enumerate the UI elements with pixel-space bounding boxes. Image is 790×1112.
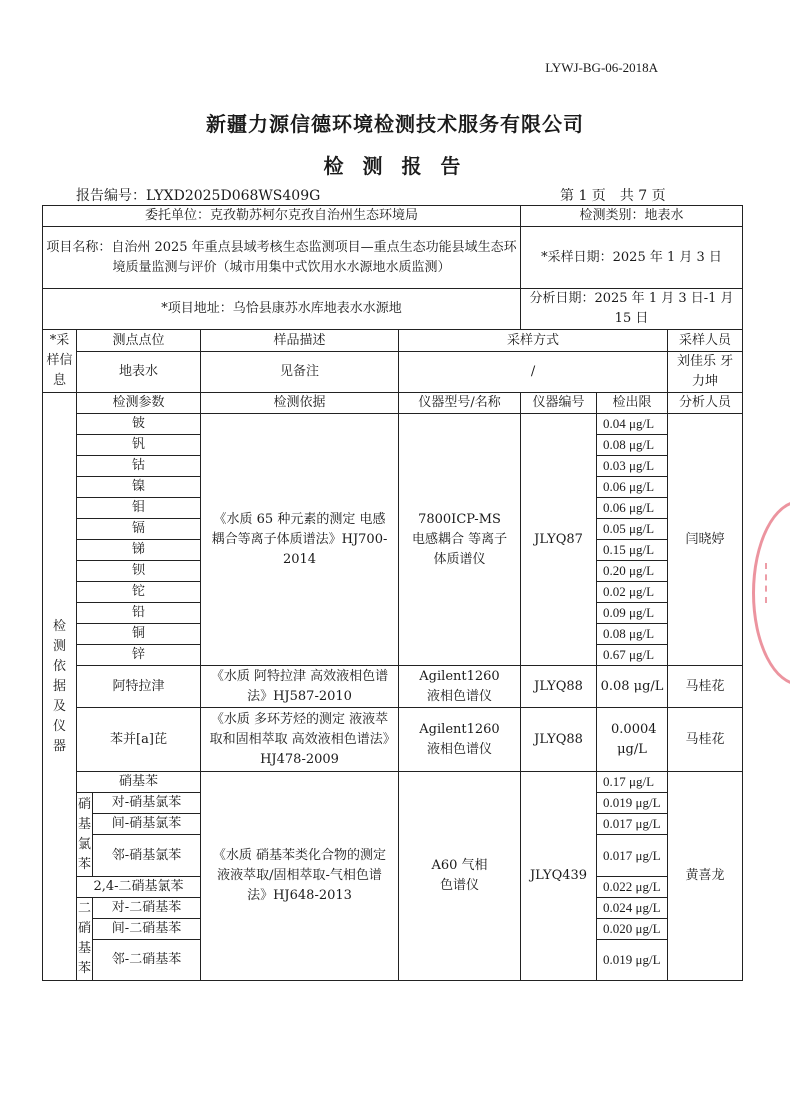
company-name: 新疆力源信德环境检测技术服务有限公司 (206, 112, 584, 136)
nitro-instrument: A60 气相色谱仪 (399, 772, 521, 981)
detection-limit: 0.02 μg/L (597, 582, 668, 603)
detection-limit: 0.022 μg/L (597, 877, 668, 898)
param-name: 钴 (77, 456, 201, 477)
param-name: 对-二硝基苯 (93, 898, 201, 919)
page-info (560, 185, 680, 205)
sampling-date-cell: *采样日期：2025 年 1 月 3 日 (521, 227, 743, 289)
detection-limit: 0.0004 μg/L (597, 708, 668, 772)
param-name: 钒 (77, 435, 201, 456)
detection-limit: 0.024 μg/L (597, 898, 668, 919)
project-address-cell: *项目地址：乌恰县康苏水库地表水水源地 (43, 289, 521, 330)
report-title: 检 测 报 告 (323, 154, 467, 178)
detection-limit: 0.08 μg/L (597, 435, 668, 456)
detection-limit: 0.019 μg/L (597, 793, 668, 814)
detection-limit: 0.017 μg/L (597, 814, 668, 835)
page-total: 共 7 页 (619, 188, 666, 204)
sampling-site: 地表水 (77, 352, 201, 393)
nitro-instrument-no: JLYQ439 (521, 772, 597, 981)
param-name: 钼 (77, 498, 201, 519)
nitro-analyst: 黄喜龙 (668, 772, 743, 981)
detection-limit: 0.15 μg/L (597, 540, 668, 561)
header-instrument: 仪器型号/名称 (399, 393, 521, 414)
detection-limit: 0.05 μg/L (597, 519, 668, 540)
detection-limit: 0.67 μg/L (597, 645, 668, 666)
param-name: 铍 (77, 414, 201, 435)
detection-limit: 0.019 μg/L (597, 940, 668, 981)
detection-limit: 0.06 μg/L (597, 498, 668, 519)
analysis-date-cell: 分析日期：2025 年 1 月 3 日-1 月 15 日 (521, 289, 743, 330)
nitro-basis: 《水质 硝基苯类化合物的测定 液液萃取/固相萃取-气相色谱法》HJ648-2013 (201, 772, 399, 981)
header-detection-limit: 检出限 (597, 393, 668, 414)
metals-basis: 《水质 65 种元素的测定 电感耦合等离子体质谱法》HJ700-2014 (201, 414, 399, 666)
dinitrobenzene-group-label: 二硝基苯 (77, 898, 93, 981)
atrazine-analyst: 马桂花 (668, 666, 743, 708)
metals-analyst: 闫晓婷 (668, 414, 743, 666)
sample-desc: 见备注 (201, 352, 399, 393)
param-name: 间-二硝基苯 (93, 919, 201, 940)
header-sampling-method: 采样方式 (399, 330, 668, 352)
atrazine-instrument-no: JLYQ88 (521, 666, 597, 708)
param-name: 锑 (77, 540, 201, 561)
param-name: 苯并[a]芘 (77, 708, 201, 772)
atrazine-basis: 《水质 阿特拉津 高效液相色谱法》HJ587-2010 (201, 666, 399, 708)
header-sampler: 采样人员 (668, 330, 743, 352)
detection-limit: 0.04 μg/L (597, 414, 668, 435)
param-name: 镉 (77, 519, 201, 540)
metals-instrument-no: JLYQ87 (521, 414, 597, 666)
detection-limit: 0.17 μg/L (597, 772, 668, 793)
param-name: 间-硝基氯苯 (93, 814, 201, 835)
atrazine-instrument: Agilent1260 液相色谱仪 (399, 666, 521, 708)
param-name: 铅 (77, 603, 201, 624)
sampling-method: / (399, 352, 668, 393)
detection-limit: 0.08 μg/L (597, 666, 668, 708)
header-analyst: 分析人员 (668, 393, 743, 414)
param-name: 硝基苯 (77, 772, 201, 793)
report-table (42, 205, 743, 981)
header-param: 检测参数 (77, 393, 201, 414)
test-category-cell: 检测类别：地表水 (521, 206, 743, 227)
header-instrument-no: 仪器编号 (521, 393, 597, 414)
header-site: 测点点位 (77, 330, 201, 352)
detection-limit: 0.09 μg/L (597, 603, 668, 624)
bap-instrument: Agilent1260 液相色谱仪 (399, 708, 521, 772)
report-number: 报告编号：LYXD2025D068WS409G (76, 188, 321, 204)
project-name-cell: 项目名称：自治州 2025 年重点县域考核生态监测项目—重点生态功能县域生态环境质量监测与评价（城市用集中式饮用水水源地水质监测） (43, 227, 521, 289)
page-number: 第 1 页 (560, 188, 606, 204)
detection-limit: 0.020 μg/L (597, 919, 668, 940)
official-seal (752, 500, 790, 686)
testing-section-label: 检测依据及仪器 (43, 393, 77, 981)
param-name: 镍 (77, 477, 201, 498)
metals-instrument: 7800ICP-MS 电感耦合 等离子体质谱仪 (399, 414, 521, 666)
document-code: LYWJ-BG-06-2018A (545, 60, 658, 75)
detection-limit: 0.08 μg/L (597, 624, 668, 645)
sampling-section-label: *采样信息 (43, 330, 77, 393)
detection-limit: 0.03 μg/L (597, 456, 668, 477)
param-name: 对-硝基氯苯 (93, 793, 201, 814)
param-name: 锌 (77, 645, 201, 666)
client-cell: 委托单位：克孜勒苏柯尔克孜自治州生态环境局 (43, 206, 521, 227)
param-name: 邻-硝基氯苯 (93, 835, 201, 877)
header-sample-desc: 样品描述 (201, 330, 399, 352)
param-name: 2,4-二硝基氯苯 (77, 877, 201, 898)
header-basis: 检测依据 (201, 393, 399, 414)
detection-limit: 0.20 μg/L (597, 561, 668, 582)
param-name: 邻-二硝基苯 (93, 940, 201, 981)
samplers: 刘佳乐 牙力坤 (668, 352, 743, 393)
param-name: 钡 (77, 561, 201, 582)
detection-limit: 0.06 μg/L (597, 477, 668, 498)
param-name: 铊 (77, 582, 201, 603)
bap-instrument-no: JLYQ88 (521, 708, 597, 772)
param-name: 铜 (77, 624, 201, 645)
nitrochlorobenzene-group-label: 硝基氯苯 (77, 793, 93, 877)
param-name: 阿特拉津 (77, 666, 201, 708)
detection-limit: 0.017 μg/L (597, 835, 668, 877)
bap-basis: 《水质 多环芳烃的测定 液液萃取和固相萃取 高效液相色谱法》HJ478-2009 (201, 708, 399, 772)
bap-analyst: 马桂花 (668, 708, 743, 772)
